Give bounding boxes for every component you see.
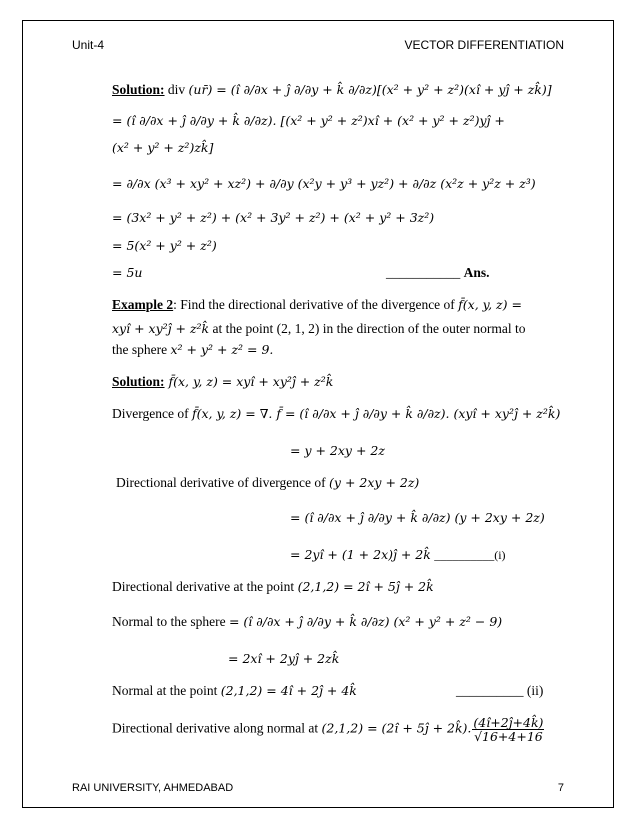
answer-label: Ans. bbox=[463, 265, 490, 280]
solution-math-1: (ur̄) = (î ∂/∂x + ĵ ∂/∂y + k̂ ∂/∂z)[(x² + y² + z²)(xî + yĵ + zk̂)] bbox=[188, 82, 552, 97]
unit-normal-fraction bbox=[472, 716, 544, 743]
example-math-1: f̄(x, y, z) = bbox=[458, 297, 522, 312]
normal-sphere-result-line bbox=[228, 651, 339, 667]
example-line-2 bbox=[112, 321, 526, 337]
example-text-3: the sphere bbox=[112, 342, 171, 357]
example-math-3: x² + y² + z² = 9. bbox=[170, 342, 274, 357]
normal-point-math: (2,1,2) = 4î + 2ĵ + 4k̂ bbox=[220, 683, 357, 698]
divergence-text: Divergence of bbox=[112, 406, 192, 421]
dir-deriv-line-3 bbox=[290, 547, 506, 563]
eq-tag-ii-line bbox=[456, 683, 543, 699]
divergence-math: f̄(x, y, z) = ∇. f̄ = (î ∂/∂x + ĵ ∂/∂y + k̂ ∂/∂z). (xyî + xy²ĵ + z²k̂) bbox=[191, 406, 561, 421]
solution2-line-1 bbox=[112, 374, 333, 390]
solution2-label: Solution: bbox=[112, 374, 165, 389]
example-line-1 bbox=[112, 297, 522, 313]
dir-deriv-math-3: = 2yî + (1 + 2x)ĵ + 2k̂ bbox=[290, 547, 431, 562]
solution-math-6: = 5(x² + y² + z²) bbox=[112, 238, 217, 253]
page-number: 7 bbox=[557, 782, 564, 794]
dir-deriv-math-2: = (î ∂/∂x + ĵ ∂/∂y + k̂ ∂/∂z) (y + 2xy + 2z) bbox=[290, 510, 545, 525]
dir-deriv-line-2 bbox=[290, 510, 545, 526]
eq-tag-ii-blank: __________ bbox=[456, 683, 524, 698]
solution-text: div bbox=[164, 82, 189, 97]
solution-math-7: = 5u bbox=[112, 265, 143, 280]
footer-university: RAI UNIVERSITY, AHMEDABAD bbox=[72, 782, 234, 794]
example-line-3 bbox=[112, 342, 273, 358]
example-label: Example 2 bbox=[112, 297, 174, 312]
solution-line-1 bbox=[112, 82, 552, 98]
example-math-2: xyî + xy²ĵ + z²k̂ bbox=[112, 321, 210, 336]
normal-sphere-text: Normal to the sphere bbox=[112, 614, 229, 629]
solution-line-3 bbox=[112, 140, 213, 156]
normal-sphere-result: = 2xî + 2yĵ + 2zk̂ bbox=[228, 651, 340, 666]
dir-deriv-math: (y + 2xy + 2z) bbox=[329, 475, 420, 490]
example-text-2: at the point (2, 1, 2) in the direction of the outer normal to bbox=[209, 321, 526, 336]
solution-line-4 bbox=[112, 176, 536, 192]
fraction-numerator: (4î+2ĵ+4k̂) bbox=[473, 715, 544, 730]
eq-tag-ii: (ii) bbox=[526, 683, 544, 698]
answer-mark bbox=[386, 265, 490, 281]
divergence-line bbox=[112, 406, 560, 422]
fraction-denominator: √16+4+16 bbox=[474, 729, 543, 745]
solution-line-5 bbox=[112, 210, 434, 226]
normal-point-text: Normal at the point bbox=[112, 683, 221, 698]
normal-point-line bbox=[112, 683, 357, 699]
dir-deriv-normal-text: Directional derivative along normal at bbox=[112, 720, 322, 736]
eq-tag-i: __________(i) bbox=[434, 548, 506, 562]
dir-deriv-point-line bbox=[112, 579, 434, 595]
dir-deriv-text: Directional derivative of divergence of bbox=[116, 475, 330, 490]
dir-deriv-point-math: (2,1,2) = 2î + 5ĵ + 2k̂ bbox=[297, 579, 434, 594]
dir-deriv-point-text: Directional derivative at the point bbox=[112, 579, 298, 594]
solution-line-7 bbox=[112, 265, 142, 281]
solution-math-2: = (î ∂/∂x + ĵ ∂/∂y + k̂ ∂/∂z). [(x² + y² + z²)xî + (x² + y² + z²)yĵ + bbox=[112, 113, 505, 128]
dir-deriv-normal-math: (2,1,2) = (2î + 5ĵ + 2k̂). bbox=[321, 720, 472, 736]
dir-deriv-line-1 bbox=[116, 475, 419, 491]
normal-sphere-line bbox=[112, 614, 502, 630]
solution-line-2 bbox=[112, 113, 505, 129]
example-text-1: : Find the directional derivative of the divergence of bbox=[173, 297, 459, 312]
solution-line-6 bbox=[112, 238, 217, 254]
normal-sphere-math: = (î ∂/∂x + ĵ ∂/∂y + k̂ ∂/∂z) (x² + y² + z² − 9) bbox=[228, 614, 503, 629]
divergence-result-line bbox=[290, 443, 385, 459]
solution-math-5: = (3x² + y² + z²) + (x² + 3y² + z²) + (x² + y² + 3z²) bbox=[112, 210, 435, 225]
dir-deriv-normal-line bbox=[112, 716, 545, 743]
header-unit: Unit-4 bbox=[72, 38, 105, 52]
solution-math-3: (x² + y² + z²)zk̂] bbox=[112, 140, 214, 155]
divergence-result: = y + 2xy + 2z bbox=[290, 443, 385, 458]
solution-math-4: = ∂/∂x (x³ + xy² + xz²) + ∂/∂y (x²y + y³ + yz²) + ∂/∂z (x²z + y²z + z³) bbox=[112, 176, 536, 191]
header-topic: VECTOR DIFFERENTIATION bbox=[404, 38, 564, 52]
answer-blank: ___________ bbox=[386, 265, 461, 280]
solution-label: Solution: bbox=[112, 82, 165, 97]
solution2-math: f̄(x, y, z) = xyî + xy²ĵ + z²k̂ bbox=[164, 374, 334, 389]
